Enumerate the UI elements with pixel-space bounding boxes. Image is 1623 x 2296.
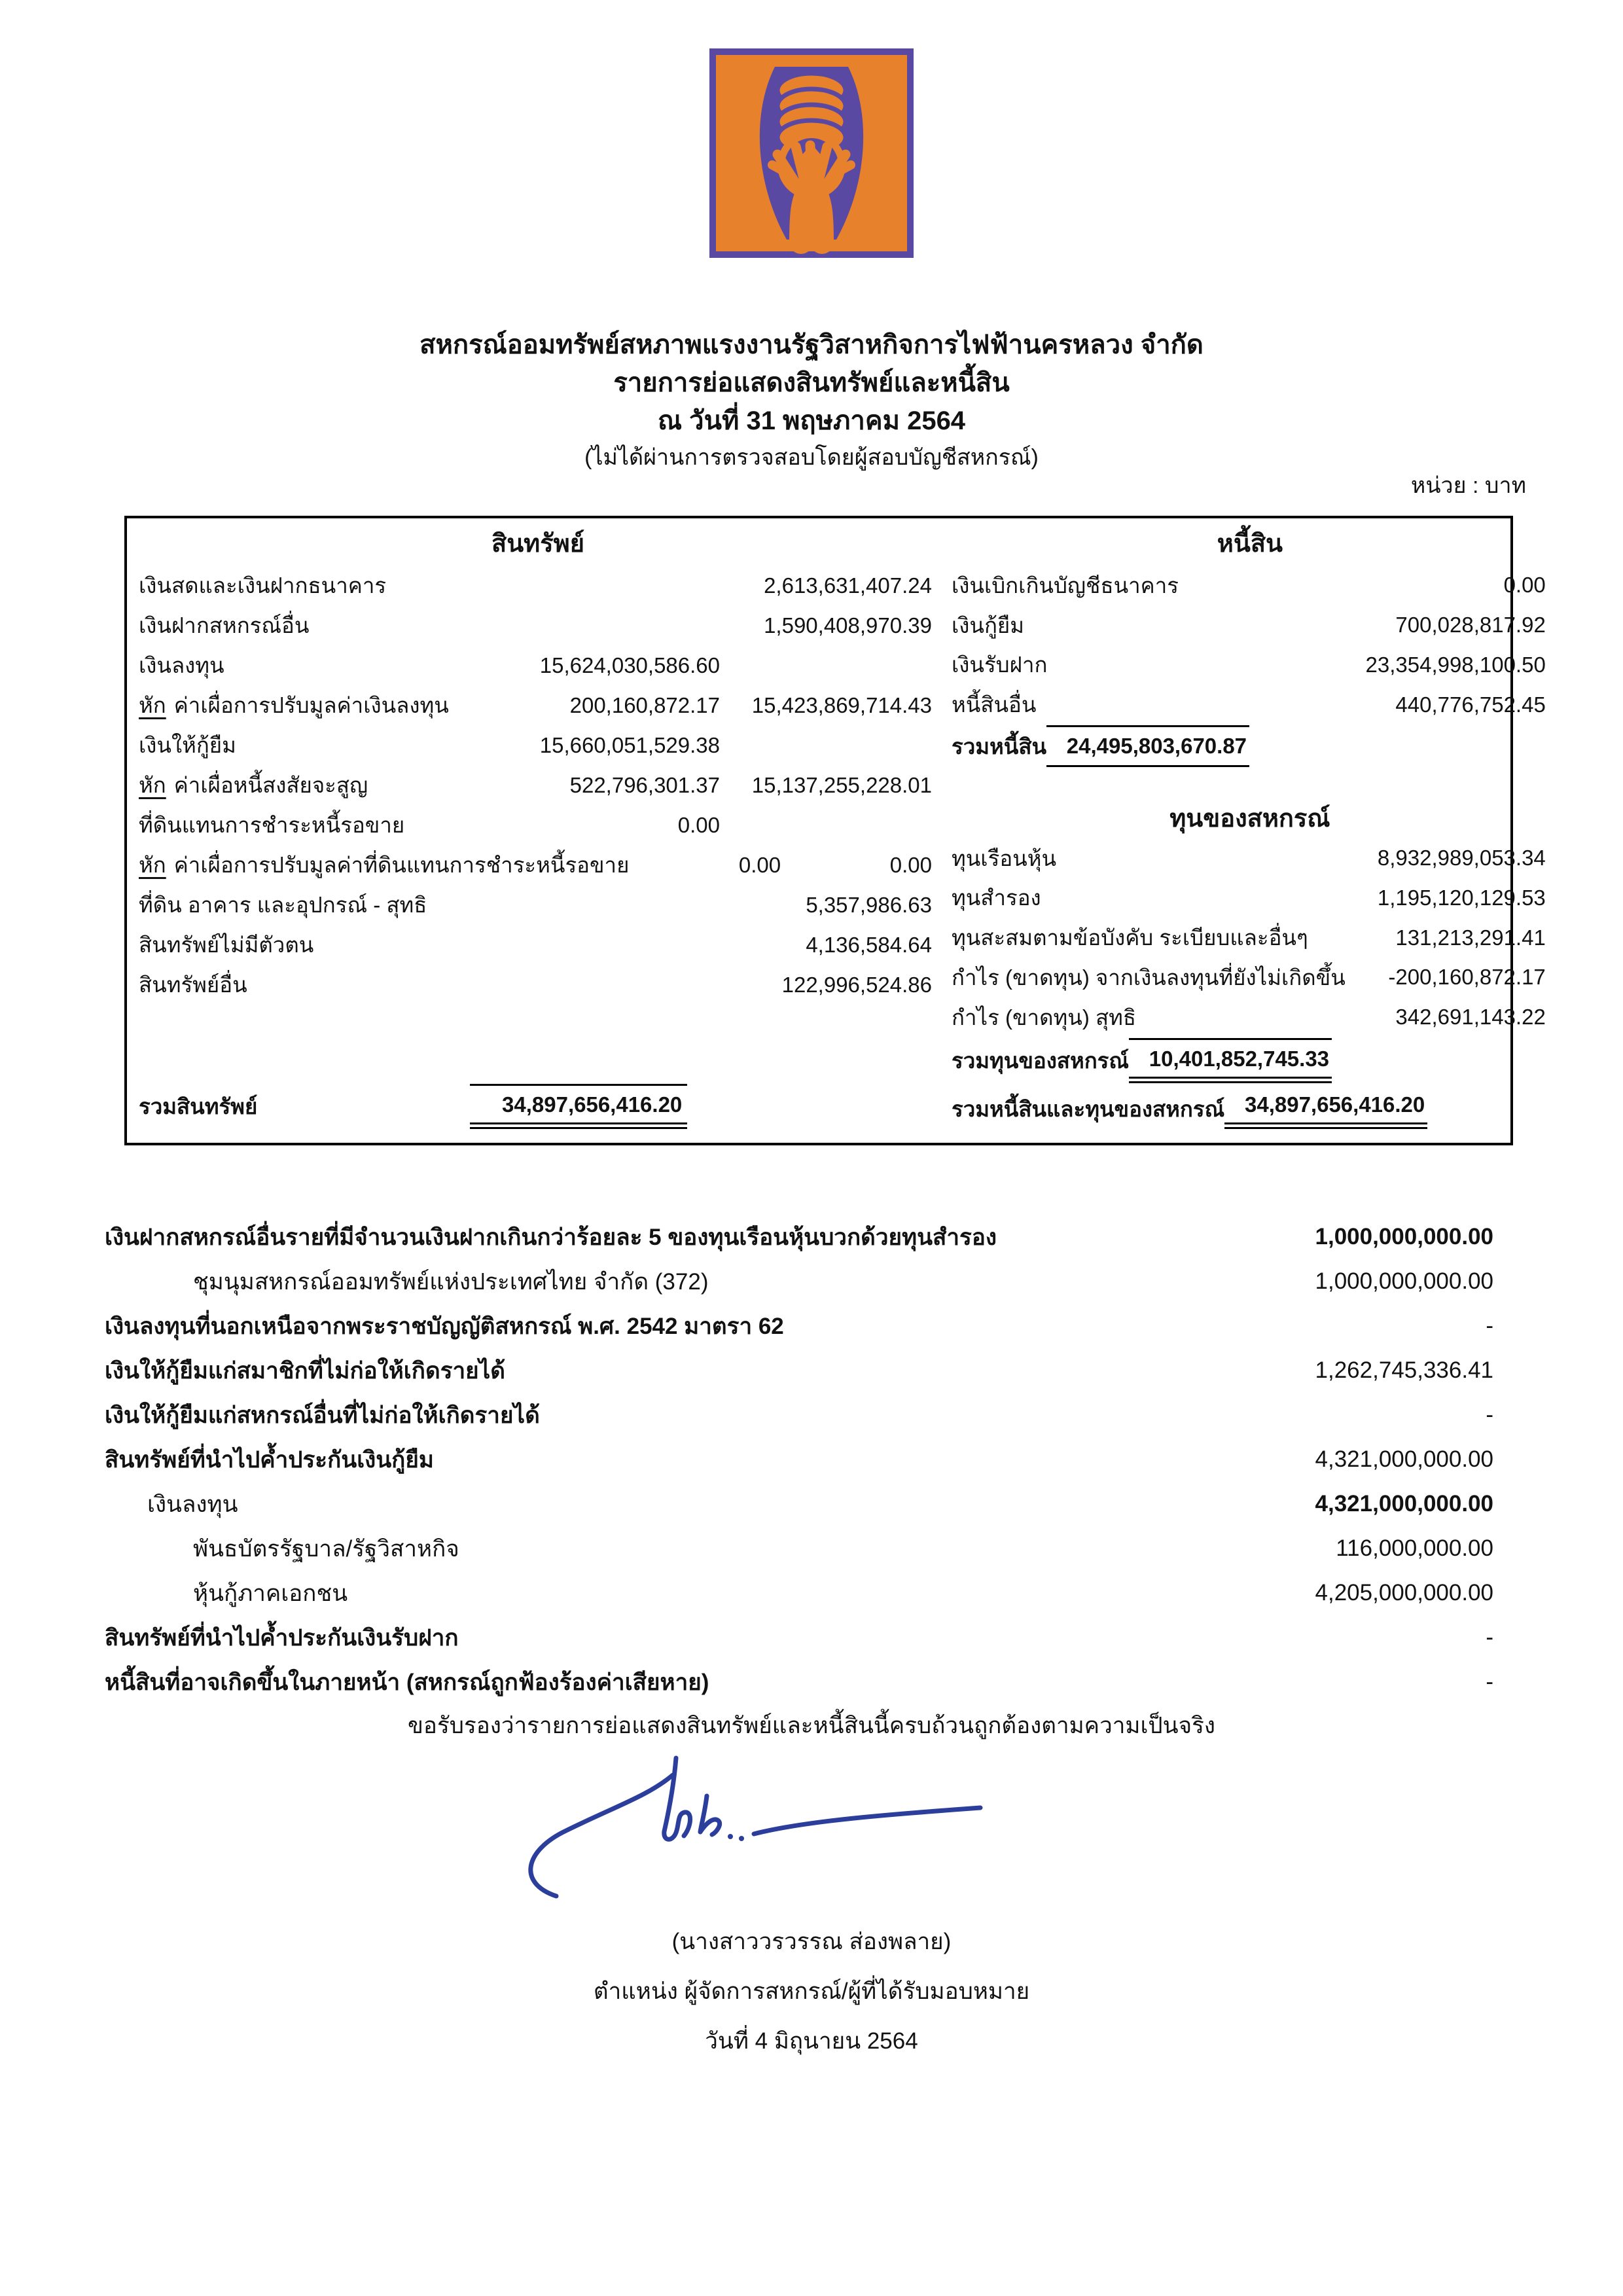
- asset-label: เงินสดและเงินฝากธนาคาร: [139, 573, 387, 598]
- asset-label: ที่ดินแทนการชำระหนี้รอขาย: [139, 813, 405, 837]
- note-value: -: [1486, 1669, 1493, 1695]
- note-row: [105, 1615, 1493, 1660]
- equity-row: [952, 878, 1548, 918]
- liability-value: 23,354,998,100.50: [1365, 652, 1546, 677]
- asset-row: [139, 845, 937, 885]
- coop-logo: [709, 48, 914, 258]
- coop-logo-image: [709, 48, 914, 258]
- note-value: 4,321,000,000.00: [1315, 1446, 1493, 1472]
- asset-amount-sub: 15,624,030,586.60: [539, 653, 720, 677]
- asset-amount-net: 122,996,524.86: [781, 972, 932, 997]
- equity-value: 342,691,143.22: [1395, 1005, 1546, 1030]
- as-of-date: ณ วันที่ 31 พฤษภาคม 2564: [657, 406, 966, 435]
- equity-label: ทุนสะสมตามข้อบังคับ ระเบียบและอื่นๆ: [952, 925, 1308, 950]
- equity-value: 131,213,291.41: [1395, 925, 1546, 950]
- note-label: พันธบัตรรัฐบาล/รัฐวิสาหกิจ: [193, 1535, 459, 1562]
- asset-amount-net: 2,613,631,407.24: [764, 573, 932, 598]
- liability-row: [952, 565, 1548, 605]
- equity-total-row: [952, 1037, 1548, 1085]
- note-value: 1,000,000,000.00: [1315, 1224, 1493, 1249]
- asset-label: ที่ดิน อาคาร และอุปกรณ์ - สุทธิ: [139, 893, 427, 917]
- assets-total-label: รวมสินทรัพย์: [139, 1094, 258, 1119]
- asset-amount-sub: 200,160,872.17: [569, 692, 720, 717]
- notes-section: [105, 1215, 1493, 1704]
- equity-total-label: รวมทุนของสหกรณ์: [952, 1048, 1130, 1073]
- sign-date: วันที่ 4 มิถุนายน 2564: [705, 2028, 918, 2054]
- asset-label: สินทรัพย์ไม่มีตัวตน: [139, 933, 314, 957]
- note-label: หุ้นกู้ภาคเอกชน: [193, 1580, 348, 1606]
- deduct-prefix: หัก: [139, 693, 166, 717]
- deduct-prefix: หัก: [139, 773, 166, 797]
- assets-section-title: สินทรัพย์: [491, 530, 584, 558]
- assets-total-value: 34,897,656,416.20: [470, 1084, 687, 1129]
- equity-section-title: ทุนของสหกรณ์: [1169, 804, 1330, 833]
- note-value: 4,321,000,000.00: [1315, 1491, 1493, 1516]
- note-value: -: [1486, 1402, 1493, 1427]
- liabilities-total-row: [952, 725, 1548, 768]
- asset-label: ค่าเผื่อการปรับมูลค่าเงินลงทุน: [173, 693, 449, 717]
- grand-total-row: [952, 1084, 1548, 1134]
- note-label: เงินฝากสหกรณ์อื่นรายที่มีจำนวนเงินฝากเกินกว่าร้อยละ 5 ของทุนเรือนหุ้นบวกด้วยทุนสำรอง: [105, 1224, 997, 1250]
- asset-row: [139, 685, 937, 725]
- asset-label: เงินให้กู้ยืม: [139, 733, 236, 757]
- equity-label: กำไร (ขาดทุน) สุทธิ: [952, 1005, 1137, 1030]
- liability-row: [952, 605, 1548, 645]
- note-label: หนี้สินที่อาจเกิดขึ้นในภายหน้า (สหกรณ์ถูกฟ้องร้องค่าเสียหาย): [105, 1669, 709, 1695]
- asset-amount-sub: 522,796,301.37: [569, 772, 720, 797]
- equity-row: [952, 958, 1548, 997]
- handwritten-signature: [510, 1749, 1008, 1912]
- signer-name: (นางสาววรวรรณ ส่องพลาย): [671, 1929, 952, 1954]
- asset-label: สินทรัพย์อื่น: [139, 973, 247, 997]
- asset-row: [139, 645, 937, 685]
- note-label: เงินให้กู้ยืมแก่สหกรณ์อื่นที่ไม่ก่อให้เกิดรายได้: [105, 1402, 540, 1428]
- note-value: -: [1486, 1624, 1493, 1650]
- assets-total-row: [139, 1079, 937, 1134]
- asset-row: [139, 925, 937, 965]
- note-row: [105, 1482, 1493, 1526]
- balance-sheet-table: [124, 516, 1546, 1145]
- asset-amount-net: 5,357,986.63: [806, 892, 932, 917]
- note-label: สินทรัพย์ที่นำไปค้ำประกันเงินกู้ยืม: [105, 1446, 434, 1473]
- asset-row: [139, 805, 937, 845]
- asset-amount-net: 15,137,255,228.01: [751, 772, 932, 797]
- note-row: [105, 1437, 1493, 1482]
- signature-block: [0, 1710, 1623, 2058]
- asset-amount-net: 4,136,584.64: [806, 932, 932, 957]
- liability-row: [952, 645, 1548, 685]
- liability-label: เงินรับฝาก: [952, 653, 1048, 677]
- asset-row: [139, 885, 937, 925]
- note-label: เงินลงทุน: [147, 1491, 238, 1517]
- note-label: ชุมนุมสหกรณ์ออมทรัพย์แห่งประเทศไทย จำกัด (372): [193, 1268, 709, 1295]
- asset-amount-sub: 0.00: [738, 852, 781, 877]
- asset-row: [139, 605, 937, 645]
- note-value: 4,205,000,000.00: [1315, 1580, 1493, 1605]
- grand-total-value: 34,897,656,416.20: [1224, 1088, 1427, 1129]
- asset-label: ค่าเผื่อการปรับมูลค่าที่ดินแทนการชำระหนี้รอขาย: [173, 853, 630, 877]
- liability-label: เงินกู้ยืม: [952, 613, 1025, 637]
- equity-label: ทุนสำรอง: [952, 886, 1041, 910]
- equity-row: [952, 997, 1548, 1037]
- note-value: -: [1486, 1313, 1493, 1338]
- asset-label: ค่าเผื่อหนี้สงสัยจะสูญ: [173, 773, 368, 797]
- note-row: [105, 1304, 1493, 1348]
- asset-amount-net: 1,590,408,970.39: [764, 613, 932, 637]
- note-row: [105, 1348, 1493, 1393]
- liability-value: 440,776,752.45: [1395, 692, 1546, 717]
- asset-amount-sub: 15,660,051,529.38: [539, 732, 720, 757]
- liability-value: 700,028,817.92: [1395, 613, 1546, 637]
- org-name: สหกรณ์ออมทรัพย์สหภาพแรงงานรัฐวิสาหกิจการไฟฟ้านครหลวง จำกัด: [419, 331, 1204, 359]
- note-row: [105, 1393, 1493, 1437]
- liabilities-total-value: 24,495,803,670.87: [1046, 725, 1249, 767]
- asset-amount-sub: 0.00: [677, 812, 720, 837]
- equity-label: ทุนเรือนหุ้น: [952, 846, 1057, 870]
- liabilities-total-label: รวมหนี้สิน: [952, 734, 1047, 759]
- note-value: 1,000,000,000.00: [1315, 1268, 1493, 1294]
- equity-row: [952, 838, 1548, 878]
- equity-total-value: 10,401,852,745.33: [1129, 1038, 1332, 1083]
- deduct-prefix: หัก: [139, 853, 166, 877]
- equity-value: 1,195,120,129.53: [1377, 885, 1546, 910]
- note-row: [105, 1259, 1493, 1304]
- asset-label: เงินลงทุน: [139, 653, 224, 677]
- doc-title: รายการย่อแสดงสินทรัพย์และหนี้สิน: [613, 368, 1010, 397]
- assets-section: [127, 518, 937, 1143]
- note-label: เงินให้กู้ยืมแก่สมาชิกที่ไม่ก่อให้เกิดรายได้: [105, 1357, 505, 1384]
- audit-note: (ไม่ได้ผ่านการตรวจสอบโดยผู้สอบบัญชีสหกรณ์): [584, 445, 1039, 470]
- asset-row: [139, 725, 937, 765]
- grand-total-label: รวมหนี้สินและทุนของสหกรณ์: [952, 1096, 1225, 1121]
- liability-label: เงินเบิกเกินบัญชีธนาคาร: [952, 573, 1179, 598]
- unit-label: หน่วย : บาท: [1410, 473, 1526, 498]
- note-row: [105, 1571, 1493, 1615]
- asset-amount-net: 15,423,869,714.43: [751, 692, 932, 717]
- note-value: 1,262,745,336.41: [1315, 1357, 1493, 1383]
- asset-row: [139, 965, 937, 1005]
- note-label: เงินลงทุนที่นอกเหนือจากพระราชบัญญัติสหกรณ์ พ.ศ. 2542 มาตรา 62: [105, 1313, 784, 1339]
- asset-amount-net: 0.00: [889, 852, 932, 877]
- liabilities-section-title: หนี้สิน: [1217, 530, 1283, 558]
- note-row: [105, 1660, 1493, 1704]
- liability-row: [952, 685, 1548, 725]
- asset-label: เงินฝากสหกรณ์อื่น: [139, 613, 310, 637]
- document-header: [0, 326, 1623, 475]
- liability-label: หนี้สินอื่น: [952, 692, 1037, 717]
- signer-position: ตำแหน่ง ผู้จัดการสหกรณ์/ผู้ที่ได้รับมอบหมาย: [593, 1979, 1030, 2004]
- equity-row: [952, 918, 1548, 958]
- asset-row: [139, 765, 937, 805]
- equity-value: 8,932,989,053.34: [1377, 846, 1546, 870]
- certify-text: ขอรับรองว่ารายการย่อแสดงสินทรัพย์และหนี้สินนี้ครบถ้วนถูกต้องตามความเป็นจริง: [408, 1713, 1215, 1738]
- equity-label: กำไร (ขาดทุน) จากเงินลงทุนที่ยังไม่เกิดขึ้น: [952, 965, 1346, 990]
- asset-row: [139, 565, 937, 605]
- note-label: สินทรัพย์ที่นำไปค้ำประกันเงินรับฝาก: [105, 1624, 459, 1651]
- note-row: [105, 1526, 1493, 1571]
- note-row: [105, 1215, 1493, 1259]
- note-value: 116,000,000.00: [1336, 1535, 1493, 1561]
- liabilities-equity-section: [937, 518, 1558, 1143]
- liability-value: 0.00: [1503, 573, 1546, 598]
- equity-value: -200,160,872.17: [1388, 965, 1546, 990]
